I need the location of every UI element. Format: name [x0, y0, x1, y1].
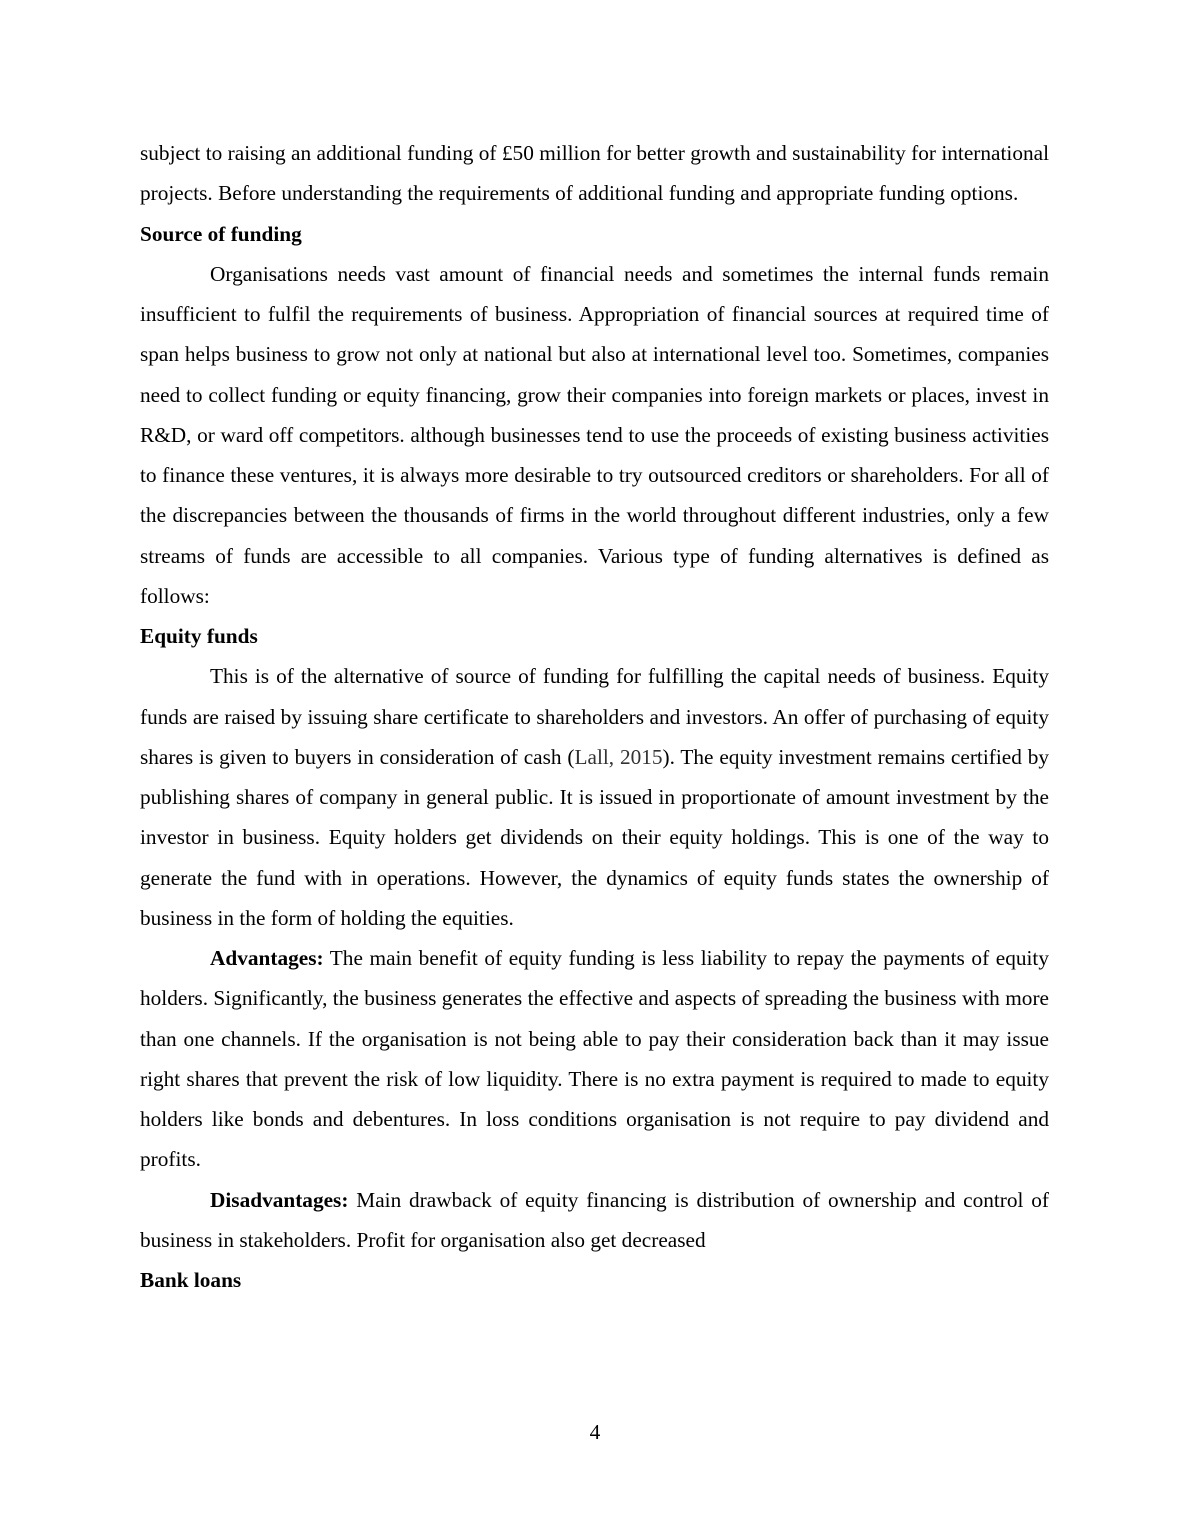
equity-funds-text-part-1: This is of the alternative of source of funding for fulfilling the capital needs of business. Equity funds are raised by issuing share certificate to shareholders and investors. An offer of purchasing of equity shares is given to buyers in consideration of cash ( [140, 664, 1049, 769]
advantages-label: Advantages: [210, 946, 324, 970]
disadvantages-label: Disadvantages: [210, 1187, 349, 1212]
equity-funds-text-part-2: ). The equity investment remains certified by publishing shares of company in general public. It is issued in proportionate of amount investment by the investor in business. Equity holders get dividends on their equity holdings. This is one of the way to generate the fund with in operations. However, the dynamics of equity funds states the ownership of business in the form of holding the equities. [140, 744, 1049, 930]
heading-bank-loans: Bank loans [140, 1268, 242, 1292]
citation-lall-2015: Lall, 2015 [574, 744, 663, 769]
page-body [140, 133, 1049, 1300]
intro-paragraph: subject to raising an additional funding of £50 million for better growth and sustainability for international projects. Before understanding the requirements of additional funding and appropriate funding options. [140, 141, 1049, 206]
advantages-text: The main benefit of equity funding is less liability to repay the payments of equity holders. Significantly, the business generates the effective and aspects of spreading the business with more than one channels. If the organisation is not being able to pay their consideration back than it may issue right shares that prevent the risk of low liquidity. There is no extra payment is required to made to equity holders like bonds and debentures. In loss conditions organisation is not require to pay dividend and profits. [140, 946, 1049, 1172]
disadvantages-text: Main drawback of equity financing is distribution of ownership and control of business in stakeholders. Profit for organisation also get decreased [140, 1187, 1049, 1252]
heading-equity-funds: Equity funds [140, 624, 258, 648]
equity-funds-paragraph [140, 656, 1049, 938]
page-number: 4 [589, 1420, 601, 1444]
source-of-funding-paragraph: Organisations needs vast amount of financial needs and sometimes the internal funds remain insufficient to fulfil the requirements of business. Appropriation of financial sources at required time of span helps business to grow not only at national but also at international level too. Sometimes, companies need to collect funding or equity financing, grow their companies into foreign markets or places, invest in R&D, or ward off competitors. although businesses tend to use the proceeds of existing business activities to finance these ventures, it is always more desirable to try outsourced creditors or shareholders. For all of the discrepancies between the thousands of firms in the world throughout different industries, only a few streams of funds are accessible to all companies. Various type of funding alternatives is defined as follows: [140, 261, 1049, 608]
heading-source-of-funding: Source of funding [140, 221, 302, 246]
disadvantages-paragraph [140, 1180, 1049, 1261]
advantages-paragraph [140, 938, 1049, 1180]
